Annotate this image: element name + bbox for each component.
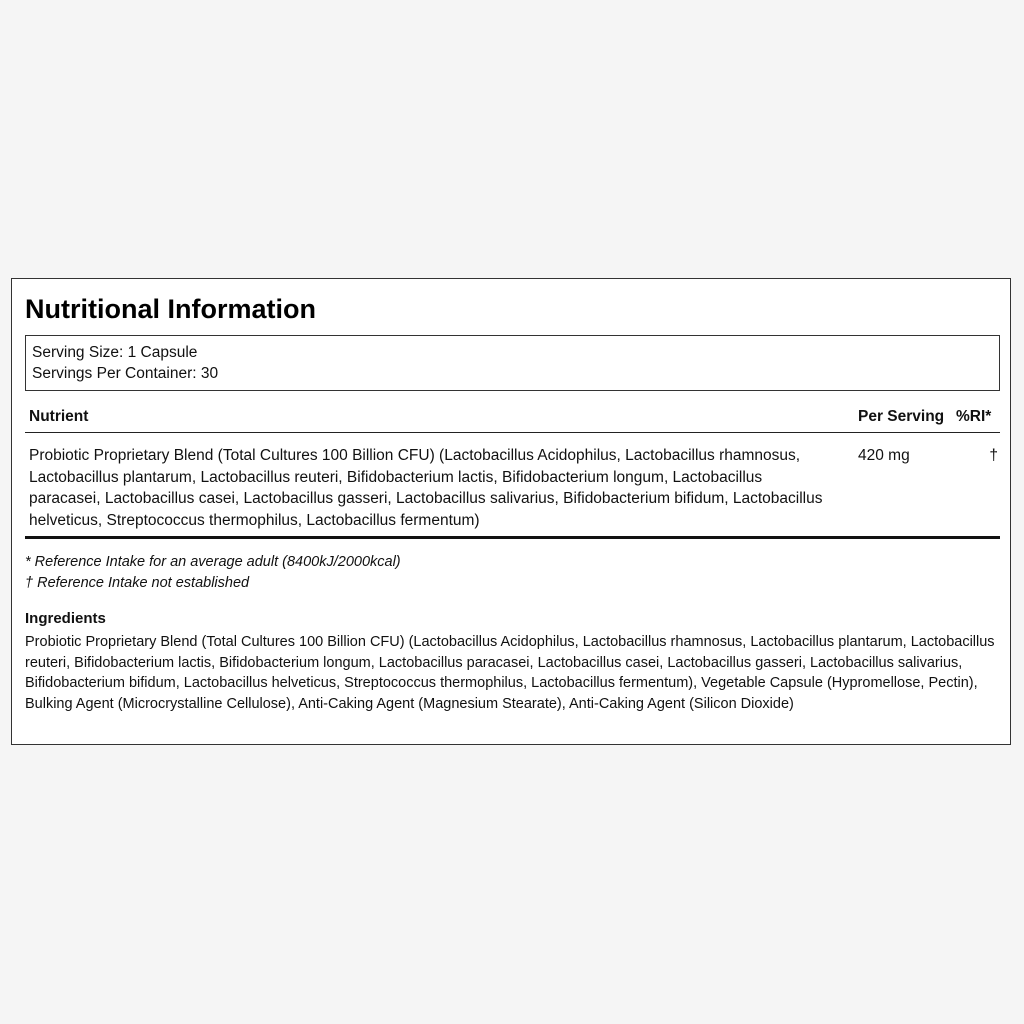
header-divider bbox=[25, 432, 1000, 433]
servings-per-container: Servings Per Container: 30 bbox=[32, 365, 219, 382]
nutrient-ri: † bbox=[989, 447, 998, 464]
nutrition-label-panel bbox=[11, 278, 1011, 745]
header-ri: %RI* bbox=[956, 408, 992, 425]
nutrient-amount: 420 mg bbox=[858, 447, 910, 464]
nutrient-name: Probiotic Proprietary Blend (Total Cultures 100 Billion CFU) (Lactobacillus Acidophilus, Lactobacillus rhamnosus, Lactobacillus plantarum, Lactobacillus reuteri, Bifidobacterium lactis, Bifidobacterium longum, Lactobacillus paracasei, Lactobacillus casei, Lactobacillus gasseri, Lactobacillus salivarius, Bifidobacterium bifidum, Lactobacillus helveticus, Streptococcus thermophilus, Lactobacillus fermentum) bbox=[29, 447, 823, 529]
serving-size: Serving Size: 1 Capsule bbox=[32, 344, 198, 361]
label-title: Nutritional Information bbox=[25, 294, 316, 324]
footnote-not-established: † Reference Intake not established bbox=[25, 575, 250, 591]
table-bottom-divider bbox=[25, 536, 1000, 539]
ingredients-heading: Ingredients bbox=[25, 610, 106, 627]
header-nutrient: Nutrient bbox=[29, 408, 89, 425]
footnote-reference-intake: * Reference Intake for an average adult (8400kJ/2000kcal) bbox=[25, 554, 401, 570]
serving-info-box bbox=[25, 335, 1000, 391]
ingredients-text: Probiotic Proprietary Blend (Total Cultures 100 Billion CFU) (Lactobacillus Acidophilus, Lactobacillus rhamnosus, Lactobacillus plantarum, Lactobacillus reuteri, Bifidobacterium lactis, Bifidobacterium longum, Lactobacillus paracasei, Lactobacillus casei, Lactobacillus gasseri, Lactobacillus salivarius, Bifidobacterium bifidum, Lactobacillus helveticus, Streptococcus thermophilus, Lactobacillus fermentum), Vegetable Capsule (Hypromellose, Pectin), Bulking Agent (Microcrystalline Cellulose), Anti-Caking Agent (Magnesium Stearate), Anti-Caking Agent (Silicon Dioxide) bbox=[25, 634, 995, 712]
header-per-serving: Per Serving bbox=[858, 408, 945, 425]
